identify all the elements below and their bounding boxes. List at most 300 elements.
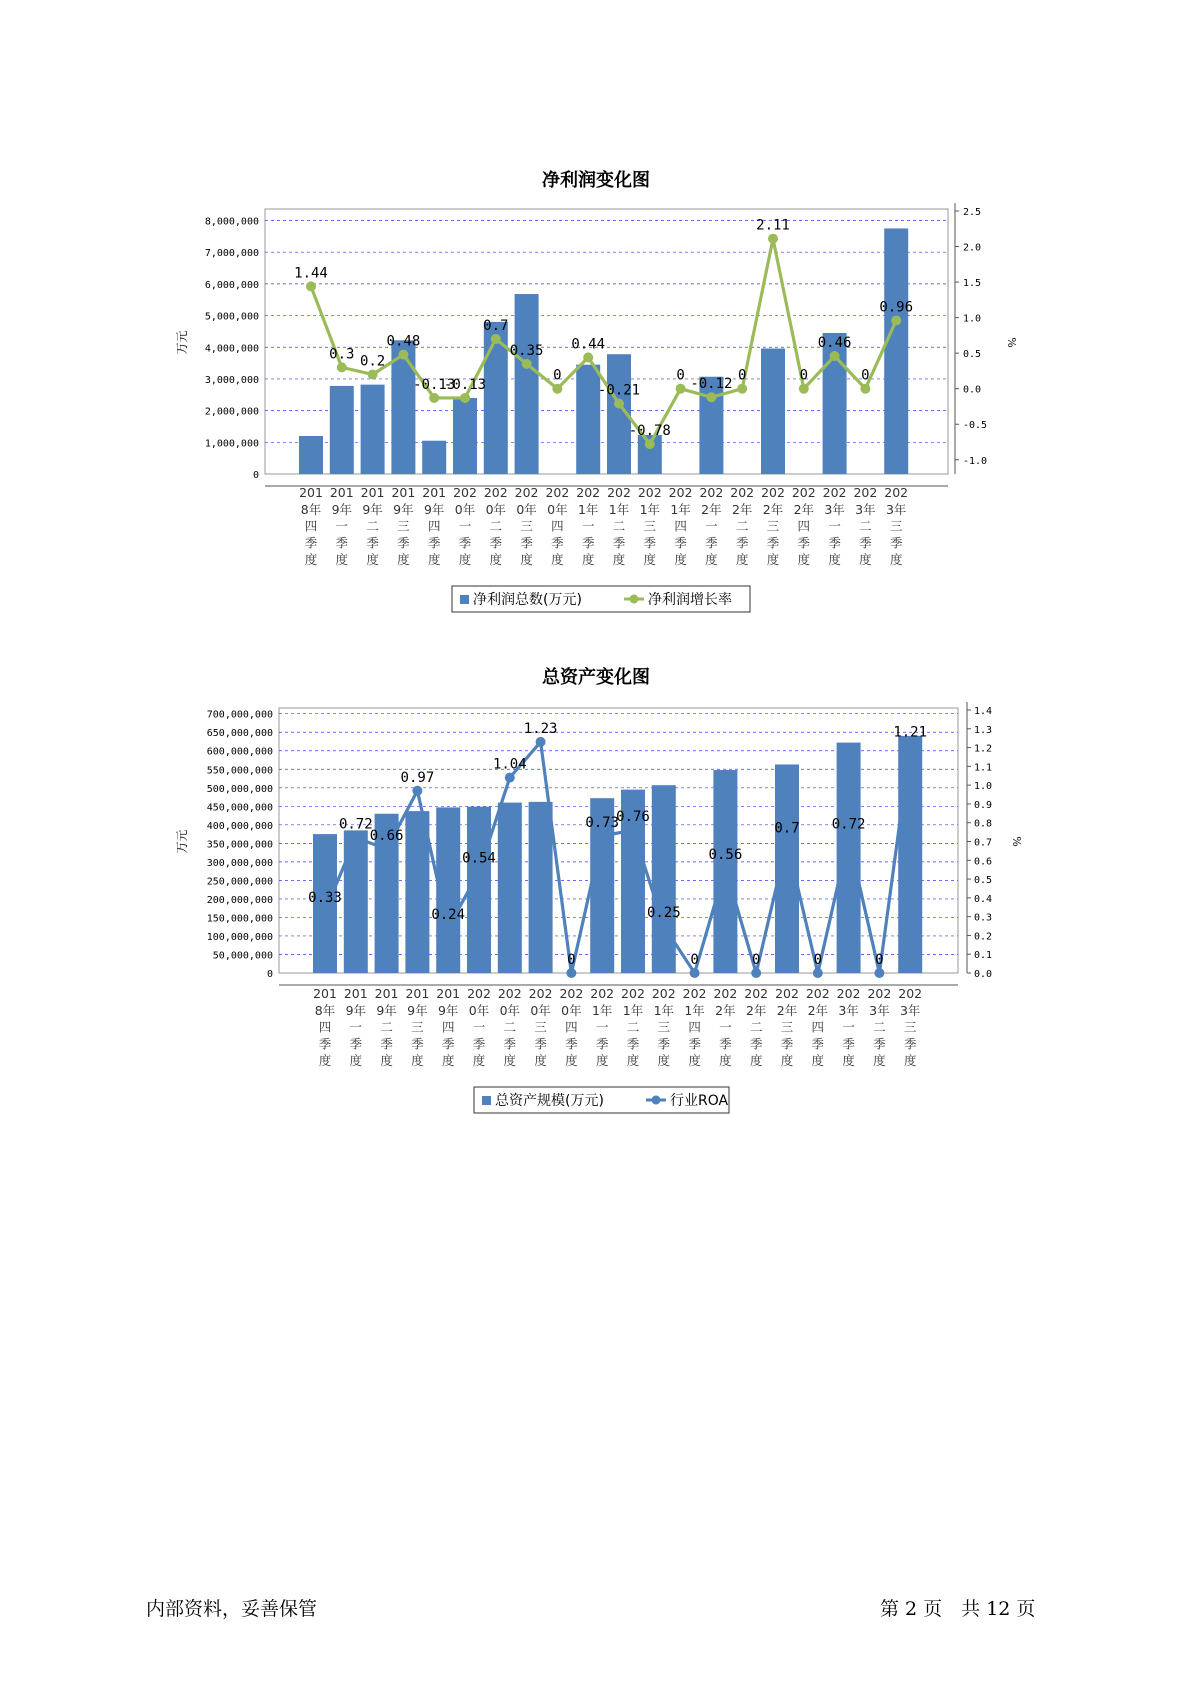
data-label: 0.24 [431,906,466,923]
x-tick-label: 度 [797,552,811,568]
bar [761,349,785,474]
data-label: 0.3 [329,346,355,363]
x-tick-label: 度 [766,552,780,568]
line-point [552,384,562,394]
x-tick-label: 季 [766,535,780,551]
x-tick-label: 2年 [776,1002,798,1018]
line-point [429,393,439,403]
data-label: 0.72 [338,816,373,833]
x-tick-label: 度 [565,1053,578,1069]
line-point [505,773,515,783]
legend-line-label: 行业ROA [670,1093,729,1109]
y-right-tick-label: 0.1 [974,950,993,962]
x-tick-label: 202 [590,986,615,1001]
footer-page-number: 第 2 页 共 12 页 [880,1598,1036,1620]
x-tick-label: 一 [595,1019,609,1035]
x-tick-label: 季 [780,1036,794,1052]
x-tick-label: 202 [668,485,693,500]
x-tick-label: 季 [595,1036,609,1052]
line-point [874,968,884,978]
x-tick-label: 季 [304,535,318,551]
x-tick-label: 四 [565,1019,578,1035]
x-tick-label: 季 [441,1036,455,1052]
x-tick-label: 度 [705,552,718,568]
x-tick-label: 一 [458,518,472,534]
bar [422,441,446,474]
x-tick-label: 202 [607,485,631,500]
x-tick-label: 四 [427,518,441,534]
x-tick-label: 202 [853,485,878,500]
x-tick-label: 季 [842,1036,855,1052]
x-tick-label: 季 [735,535,749,551]
x-tick-label: 3年 [899,1002,921,1018]
x-tick-label: 季 [458,535,472,551]
line-point [443,923,453,933]
data-label: 1.04 [492,756,527,773]
data-label: 0.73 [585,814,620,831]
x-tick-label: 度 [304,552,318,568]
x-tick-label: 四 [688,1019,701,1035]
x-tick-label: 度 [719,1053,732,1069]
x-tick-label: 四 [811,1019,825,1035]
data-label: 0.54 [462,850,496,867]
line-point [891,315,901,325]
x-tick-label: 季 [811,1036,825,1052]
line-point [706,392,716,402]
x-tick-label: 2年 [701,501,722,517]
x-tick-label: 三 [780,1019,794,1035]
legend-line-marker [652,1096,661,1105]
y-left-tick-label: 3,000,000 [204,374,259,386]
y-right-axis-title: % [1010,836,1023,847]
y-left-tick-label: 150,000,000 [206,913,273,925]
y-left-tick-label: 500,000,000 [206,783,273,795]
bar [884,228,908,474]
x-tick-label: 202 [791,485,816,500]
x-tick-label: 202 [651,986,676,1001]
x-tick-label: 201 [343,986,368,1001]
y-left-tick-label: 250,000,000 [206,876,273,888]
x-tick-label: 3年 [855,501,876,517]
x-tick-label: 202 [898,986,923,1001]
line-point [566,968,576,978]
x-tick-label: 202 [761,485,785,500]
x-tick-label: 四 [551,518,564,534]
x-tick-label: 202 [528,986,553,1001]
x-tick-label: 季 [626,1036,640,1052]
x-tick-label: 度 [335,552,349,568]
x-tick-label: 3年 [824,501,845,517]
x-tick-label: 三 [411,1019,424,1035]
x-tick-label: 202 [559,986,584,1001]
y-right-tick-label: 1.3 [974,724,993,736]
x-tick-label: 度 [735,552,749,568]
data-label: 0.46 [817,335,852,352]
data-label: -0.13 [443,376,487,393]
x-tick-label: 202 [730,485,755,500]
x-tick-label: 2年 [745,1002,767,1018]
y-left-tick-label: 400,000,000 [206,820,273,832]
line-point [799,384,809,394]
x-tick-label: 四 [318,1019,332,1035]
x-tick-label: 度 [366,552,379,568]
x-tick-label: 季 [674,535,687,551]
x-tick-label: 三 [766,518,780,534]
data-label: -0.78 [628,423,671,440]
x-tick-label: 1年 [622,1002,644,1018]
x-tick-label: 三 [657,1019,671,1035]
x-tick-label: 季 [903,1036,917,1052]
x-tick-label: 度 [657,1053,671,1069]
x-tick-label: 201 [436,986,461,1001]
data-label: 2.11 [756,217,790,234]
line-point [768,234,778,244]
x-tick-label: 1年 [670,501,691,517]
x-tick-label: 9年 [331,501,353,517]
line-point [382,844,392,854]
bar [344,830,368,973]
y-left-axis-title: 万元 [175,829,189,854]
x-tick-label: 度 [842,1053,855,1069]
y-right-tick-label: 0.0 [974,969,993,980]
y-left-tick-label: 1,000,000 [204,438,259,450]
data-label: 0.66 [369,828,404,845]
line-point [720,863,730,873]
y-right-tick-label: 0.4 [974,893,993,905]
x-tick-label: 季 [705,535,718,551]
data-label: 0 [751,952,761,968]
x-tick-label: 季 [366,535,379,551]
x-tick-label: 四 [304,518,318,534]
x-tick-label: 202 [713,986,738,1001]
data-label: 0 [875,952,884,968]
x-tick-label: 202 [867,986,892,1001]
y-right-tick-label: 2.0 [963,242,982,254]
x-tick-label: 9年 [345,1002,367,1018]
data-label: 0 [553,367,562,384]
data-label: 0.25 [646,905,681,922]
data-label: 0.56 [708,846,743,863]
y-left-tick-label: 6,000,000 [204,279,259,291]
data-label: 0.7 [483,317,509,334]
line-point [583,352,593,362]
x-tick-label: 一 [842,1019,855,1035]
x-tick-label: 季 [380,1036,393,1052]
x-tick-label: 2年 [762,501,784,517]
bar [299,436,323,474]
x-tick-label: 202 [637,485,662,500]
data-label: 0 [676,367,685,384]
x-tick-label: 二 [735,518,749,534]
x-tick-label: 度 [749,1053,763,1069]
x-tick-label: 季 [503,1036,517,1052]
x-tick-label: 度 [688,1053,701,1069]
line-point [676,384,686,394]
x-tick-label: 四 [441,1019,455,1035]
y-left-axis-title: 万元 [175,330,189,355]
x-tick-label: 度 [612,552,626,568]
x-tick-label: 0年 [516,501,537,517]
x-tick-label: 201 [360,485,385,500]
y-right-tick-label: 0.7 [974,837,993,849]
x-tick-label: 202 [822,485,847,500]
x-tick-label: 1年 [591,1002,613,1018]
x-tick-label: 季 [427,535,441,551]
x-tick-label: 202 [483,485,508,500]
line-point [614,399,624,409]
x-tick-label: 一 [581,518,595,534]
line-point [645,439,655,449]
x-tick-label: 2年 [731,501,753,517]
x-tick-label: 202 [514,485,539,500]
data-label: 0.2 [359,353,386,370]
legend-line-marker [630,595,639,604]
bar [775,764,799,973]
y-left-tick-label: 7,000,000 [204,248,259,260]
x-tick-label: 一 [828,518,841,534]
y-right-tick-label: 0.2 [974,931,993,943]
x-tick-label: 季 [411,1036,424,1052]
x-tick-label: 度 [520,552,533,568]
x-tick-label: 四 [797,518,811,534]
bar [330,386,354,474]
x-tick-label: 2年 [793,501,815,517]
data-label: 0.35 [509,342,544,359]
data-label: 0 [861,367,870,384]
x-tick-label: 度 [889,552,903,568]
x-tick-label: 3年 [885,501,907,517]
data-label: 0 [690,952,699,968]
x-tick-label: 季 [520,535,533,551]
line-point [751,968,761,978]
x-tick-label: 201 [299,485,323,500]
x-tick-label: 季 [889,535,903,551]
y-left-tick-label: 2,000,000 [204,406,259,418]
x-tick-label: 二 [873,1019,886,1035]
y-right-axis-title: % [1005,337,1018,348]
x-tick-label: 度 [472,1053,486,1069]
data-label: 0.97 [400,769,435,786]
chart-title: 净利润变化图 [542,170,650,191]
x-tick-label: 季 [581,535,595,551]
x-tick-label: 一 [472,1019,486,1035]
line-point [491,334,501,344]
y-left-tick-label: 5,000,000 [204,311,259,323]
legend-line-label: 净利润增长率 [648,592,732,608]
y-left-tick-label: 550,000,000 [206,765,273,777]
x-tick-label: 度 [903,1053,917,1069]
x-tick-label: 度 [595,1053,609,1069]
data-label: 1.44 [294,265,328,282]
x-tick-label: 1年 [608,501,630,517]
x-tick-label: 度 [380,1053,393,1069]
line-point [597,831,607,841]
x-tick-label: 8年 [314,1002,336,1018]
line-point [474,867,484,877]
line-point [782,837,792,847]
data-label: 0 [567,952,576,968]
x-tick-label: 二 [626,1019,640,1035]
x-tick-label: 二 [859,518,872,534]
line-point [412,786,422,796]
x-tick-label: 3年 [838,1002,859,1018]
data-label: 0 [813,952,823,968]
bar [837,743,861,973]
data-label: 0.7 [774,820,800,837]
x-tick-label: 二 [612,518,626,534]
x-tick-label: 三 [520,518,533,534]
x-tick-label: 202 [775,986,799,1001]
line-point [690,968,700,978]
y-right-tick-label: 0.5 [963,349,982,361]
line-point [813,968,823,978]
bar [652,785,676,973]
x-tick-label: 度 [551,552,564,568]
x-tick-label: 季 [657,1036,671,1052]
y-left-tick-label: 700,000,000 [206,709,273,721]
x-tick-label: 一 [705,518,718,534]
x-tick-label: 三 [903,1019,917,1035]
y-left-tick-label: 450,000,000 [206,802,273,814]
y-left-tick-label: 4,000,000 [204,343,259,355]
line-point [398,350,408,360]
x-tick-label: 一 [719,1019,732,1035]
data-label: -0.21 [597,382,641,399]
x-tick-label: 三 [643,518,657,534]
y-left-tick-label: 200,000,000 [206,894,273,906]
y-right-tick-label: 0.8 [974,818,993,830]
x-tick-label: 202 [682,986,707,1001]
x-tick-label: 9年 [393,501,414,517]
x-tick-label: 201 [329,485,354,500]
x-tick-label: 201 [391,485,416,500]
y-right-tick-label: 2.5 [963,207,982,218]
line-point [536,737,546,747]
x-tick-label: 度 [427,552,441,568]
y-right-tick-label: 0.6 [974,856,993,868]
x-tick-label: 1年 [653,1002,675,1018]
line-point [659,921,669,931]
x-tick-label: 0年 [468,1002,490,1018]
line-point [844,833,854,843]
line-point [522,359,532,369]
x-tick-label: 度 [780,1053,794,1069]
line-point [368,369,378,379]
data-label: -0.12 [690,376,733,393]
x-tick-label: 度 [318,1053,332,1069]
line-point [860,384,870,394]
x-tick-label: 季 [489,535,503,551]
data-label: 0.76 [616,809,650,826]
y-right-tick-label: 0.5 [974,875,993,887]
y-left-tick-label: 600,000,000 [206,746,273,758]
x-tick-label: 度 [859,552,872,568]
x-tick-label: 3年 [869,1002,890,1018]
x-tick-label: 二 [366,518,379,534]
x-tick-label: 2年 [807,1002,829,1018]
x-tick-label: 202 [576,485,601,500]
x-tick-label: 季 [472,1036,486,1052]
x-tick-label: 度 [828,552,841,568]
x-tick-label: 8年 [300,501,322,517]
x-tick-label: 二 [380,1019,393,1035]
line-point [905,741,915,751]
x-tick-label: 202 [699,485,724,500]
x-tick-label: 季 [873,1036,886,1052]
x-tick-label: 202 [744,986,769,1001]
x-tick-label: 9年 [437,1002,459,1018]
y-left-tick-label: 8,000,000 [204,216,259,228]
x-tick-label: 一 [335,518,349,534]
y-right-tick-label: 1.1 [974,762,993,774]
x-tick-label: 度 [489,552,503,568]
y-left-tick-label: 50,000,000 [212,950,273,962]
data-label: 0.96 [879,299,914,316]
x-tick-label: 度 [397,552,410,568]
x-tick-label: 202 [621,986,645,1001]
x-tick-label: 202 [545,485,570,500]
x-tick-label: 季 [688,1036,701,1052]
legend-bar-swatch [460,595,469,604]
x-tick-label: 季 [335,535,349,551]
x-tick-label: 201 [422,485,447,500]
line-point [737,384,747,394]
x-tick-label: 201 [374,986,399,1001]
x-tick-label: 季 [551,535,564,551]
line-point [830,351,840,361]
y-right-tick-label: 0.0 [963,384,982,396]
x-tick-label: 202 [453,485,477,500]
data-label: 0 [737,367,747,384]
bar [498,803,522,973]
y-left-tick-label: 100,000,000 [206,931,273,943]
x-tick-label: 0年 [485,501,507,517]
y-right-tick-label: 1.0 [963,313,982,325]
line-point [337,362,347,372]
data-label: 1.21 [893,724,928,741]
x-tick-label: 9年 [376,1002,397,1018]
x-tick-label: 度 [458,552,472,568]
line-point [351,833,361,843]
x-tick-label: 度 [811,1053,825,1069]
y-right-tick-label: 1.4 [974,706,993,717]
x-tick-label: 0年 [530,1002,551,1018]
y-right-tick-label: 1.0 [974,781,993,793]
legend-bar-swatch [482,1096,491,1105]
y-right-tick-label: 0.3 [974,912,993,924]
x-tick-label: 0年 [454,501,476,517]
x-tick-label: 度 [873,1053,886,1069]
line-point [306,281,316,291]
x-tick-label: 2年 [715,1002,736,1018]
data-label: 0.33 [308,890,342,907]
legend-bar-label: 净利润总数(万元) [473,592,582,608]
y-right-tick-label: -1.0 [963,455,988,467]
y-left-tick-label: 0 [252,470,259,481]
bar [576,365,600,474]
data-label: 0 [799,367,809,384]
data-label: 0.48 [386,333,421,350]
legend-bar-label: 总资产规模(万元) [495,1093,604,1109]
x-tick-label: 季 [318,1036,332,1052]
x-tick-label: 1年 [577,501,599,517]
bar [515,294,539,474]
data-label: 0.44 [571,336,606,353]
x-tick-label: 二 [749,1019,763,1035]
x-tick-label: 度 [534,1053,547,1069]
x-tick-label: 度 [626,1053,640,1069]
x-tick-label: 202 [805,986,830,1001]
